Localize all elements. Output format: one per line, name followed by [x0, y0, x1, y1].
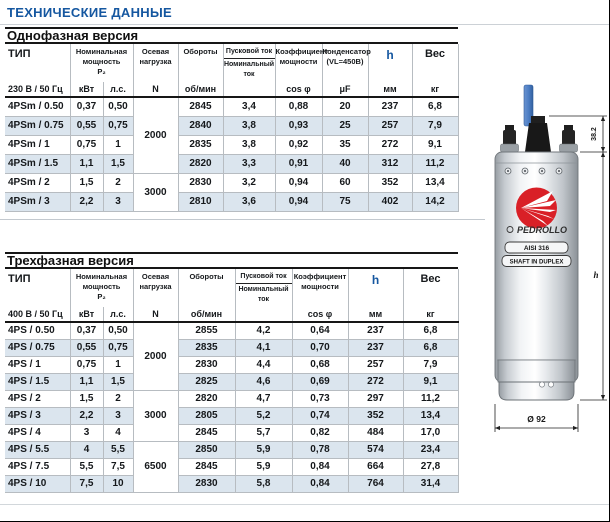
- cell-type: 4PSm / 3: [5, 192, 70, 211]
- cell-kw: 3: [70, 424, 103, 441]
- cell-hp: 3: [103, 192, 133, 211]
- table-row: [5, 458, 458, 475]
- cell-kw: 7,5: [70, 475, 103, 492]
- table-row: [5, 407, 458, 424]
- header-rpm: Обороты: [178, 44, 223, 82]
- cell-capacitor: 20: [322, 97, 368, 116]
- header-rpm: Обороты: [178, 269, 235, 307]
- cell-kw: 0,75: [70, 135, 103, 154]
- single-phase-table: [5, 44, 459, 212]
- cell-weight: 7,9: [403, 356, 458, 373]
- header-power-factor: Коэффициент мощности: [275, 44, 322, 82]
- cell-hp: 2: [103, 390, 133, 407]
- cell-hp: 0,75: [103, 116, 133, 135]
- cell-h: 272: [368, 135, 412, 154]
- unit-cos-phi: cos φ: [292, 307, 348, 322]
- cell-type: 4PS / 1.5: [5, 373, 70, 390]
- cell-h: 237: [348, 322, 403, 339]
- brand-text: PEDROLLO: [516, 225, 568, 235]
- cell-weight: 9,1: [403, 373, 458, 390]
- cell-current-ratio: 5,8: [235, 475, 292, 492]
- cell-hp: 1,5: [103, 373, 133, 390]
- cell-h: 237: [368, 97, 412, 116]
- unit-mm: мм: [368, 82, 412, 97]
- cell-axial-load: 3000: [133, 390, 178, 441]
- cell-weight: 11,2: [403, 390, 458, 407]
- cell-cos-phi: 0,84: [292, 475, 348, 492]
- cell-weight: 14,2: [412, 192, 458, 211]
- cell-capacitor: 25: [322, 116, 368, 135]
- cell-hp: 0,50: [103, 322, 133, 339]
- unit-rpm: об/мин: [178, 307, 235, 322]
- cell-cos-phi: 0,88: [275, 97, 322, 116]
- arrow-icon: [495, 426, 500, 430]
- header-h: h: [368, 44, 412, 82]
- table-row: [5, 390, 458, 407]
- cell-kw: 1,5: [70, 390, 103, 407]
- page-title: ТЕХНИЧЕСКИЕ ДАННЫЕ: [7, 5, 172, 20]
- cell-type: 4PS / 7.5: [5, 458, 70, 475]
- table-row: [5, 475, 458, 492]
- cell-hp: 5,5: [103, 441, 133, 458]
- cell-current-ratio: 4,6: [235, 373, 292, 390]
- header-power-factor: Коэффициент мощности: [292, 269, 348, 307]
- material-label: AISI 316: [523, 245, 550, 253]
- cell-rpm: 2845: [178, 97, 223, 116]
- header-axial-load: Осевая нагрузка: [133, 44, 178, 82]
- table-header: [5, 44, 458, 97]
- unit-rpm: об/мин: [178, 82, 223, 97]
- single-phase-section-title: Однофазная версия: [5, 27, 458, 44]
- three-phase-table: [5, 269, 459, 493]
- cell-h: 402: [368, 192, 412, 211]
- dim-height-label: h: [593, 270, 599, 280]
- cell-h: 272: [348, 373, 403, 390]
- cell-type: 4PS / 5.5: [5, 441, 70, 458]
- dim-top-lines: [549, 116, 607, 152]
- unit-current: [235, 307, 292, 322]
- cell-h: 257: [368, 116, 412, 135]
- cell-weight: 7,9: [412, 116, 458, 135]
- unit-hp: л.с.: [103, 307, 133, 322]
- table-row: [5, 322, 458, 339]
- cell-rpm: 2820: [178, 154, 223, 173]
- three-phase-section: [5, 252, 458, 493]
- cell-rpm: 2835: [178, 135, 223, 154]
- header-weight: Вес: [403, 269, 458, 307]
- unit-kg: кг: [412, 82, 458, 97]
- cell-type: 4PS / 10: [5, 475, 70, 492]
- unit-kw: кВт: [70, 307, 103, 322]
- cell-h: 297: [348, 390, 403, 407]
- cell-current-ratio: 5,2: [235, 407, 292, 424]
- cell-cos-phi: 0,73: [292, 390, 348, 407]
- cell-current-ratio: 3,6: [223, 192, 275, 211]
- cell-rpm: 2830: [178, 356, 235, 373]
- table-row: [5, 173, 458, 192]
- cell-kw: 5,5: [70, 458, 103, 475]
- cell-rpm: 2830: [178, 475, 235, 492]
- cell-kw: 0,37: [70, 97, 103, 116]
- table-row: [5, 356, 458, 373]
- cell-h: 352: [368, 173, 412, 192]
- unit-cos-phi: cos φ: [275, 82, 322, 97]
- cell-current-ratio: 5,7: [235, 424, 292, 441]
- cell-kw: 0,55: [70, 339, 103, 356]
- cell-kw: 1,1: [70, 154, 103, 173]
- cell-current-ratio: 5,9: [235, 458, 292, 475]
- header-type: ТИП: [5, 44, 70, 82]
- cell-h: 237: [348, 339, 403, 356]
- cell-hp: 7,5: [103, 458, 133, 475]
- cell-cos-phi: 0,68: [292, 356, 348, 373]
- cell-weight: 23,4: [403, 441, 458, 458]
- shaft-label: SHAFT IN DUPLEX: [509, 259, 564, 266]
- table-row: [5, 424, 458, 441]
- cell-kw: 0,37: [70, 322, 103, 339]
- cell-h: 574: [348, 441, 403, 458]
- unit-kg: кг: [403, 307, 458, 322]
- cell-capacitor: 40: [322, 154, 368, 173]
- cell-type: 4PS / 1: [5, 356, 70, 373]
- cell-cos-phi: 0,64: [292, 322, 348, 339]
- dim-diameter-value: Ø 92: [527, 414, 546, 424]
- arrow-icon: [601, 152, 605, 157]
- table-row: [5, 373, 458, 390]
- header-starting-current: $\frac{\text{Пусковой ток}}{\text{Номинальный ток}}$: [235, 269, 292, 307]
- cell-rpm: 2805: [178, 407, 235, 424]
- cell-weight: 13,4: [412, 173, 458, 192]
- arrow-icon: [601, 395, 605, 400]
- cell-weight: 11,2: [412, 154, 458, 173]
- motor-bottom: [497, 360, 576, 400]
- cell-h: 257: [348, 356, 403, 373]
- cell-h: 352: [348, 407, 403, 424]
- header-nominal-power: Номинальная мощность P₂: [70, 44, 133, 82]
- cell-cos-phi: 0,94: [275, 192, 322, 211]
- cell-current-ratio: 4,2: [235, 322, 292, 339]
- cell-current-ratio: 4,4: [235, 356, 292, 373]
- cell-h: 664: [348, 458, 403, 475]
- cell-current-ratio: 3,4: [223, 97, 275, 116]
- cell-current-ratio: 5,9: [235, 441, 292, 458]
- cell-cos-phi: 0,84: [292, 458, 348, 475]
- cell-axial-load: 3000: [133, 173, 178, 211]
- unit-mm: мм: [348, 307, 403, 322]
- cell-kw: 0,55: [70, 116, 103, 135]
- header-voltage: 230 В / 50 Гц: [5, 82, 70, 97]
- dim-top-value: 38.2: [591, 127, 598, 141]
- cell-weight: 6,8: [412, 97, 458, 116]
- cell-h: 312: [368, 154, 412, 173]
- cell-rpm: 2820: [178, 390, 235, 407]
- cell-rpm: 2855: [178, 322, 235, 339]
- pedrollo-logo-icon: [516, 188, 557, 229]
- cell-cos-phi: 0,74: [292, 407, 348, 424]
- header-h: h: [348, 269, 403, 307]
- table-row: [5, 339, 458, 356]
- cell-current-ratio: 4,7: [235, 390, 292, 407]
- cell-type: 4PS / 3: [5, 407, 70, 424]
- header-type: ТИП: [5, 269, 70, 307]
- cell-hp: 3: [103, 407, 133, 424]
- motor-body: [495, 152, 578, 382]
- cell-rpm: 2810: [178, 192, 223, 211]
- table-row: [5, 154, 458, 173]
- cell-rpm: 2845: [178, 424, 235, 441]
- cell-hp: 0,50: [103, 97, 133, 116]
- arrow-icon: [601, 116, 605, 121]
- cell-weight: 9,1: [412, 135, 458, 154]
- cell-kw: 1,1: [70, 373, 103, 390]
- cell-kw: 2,2: [70, 407, 103, 424]
- unit-axial: N: [133, 307, 178, 322]
- header-voltage: 400 В / 50 Гц: [5, 307, 70, 322]
- arrow-icon: [601, 147, 605, 152]
- cell-current-ratio: 3,3: [223, 154, 275, 173]
- cell-axial-load: 2000: [133, 97, 178, 173]
- cell-type: 4PS / 0.50: [5, 322, 70, 339]
- cell-current-ratio: 3,2: [223, 173, 275, 192]
- cell-kw: 2,2: [70, 192, 103, 211]
- cell-weight: 6,8: [403, 339, 458, 356]
- cell-cos-phi: 0,94: [275, 173, 322, 192]
- cell-rpm: 2825: [178, 373, 235, 390]
- table-body: [5, 322, 458, 492]
- header-capacitor: Конденсатор (VL=450В): [322, 44, 368, 82]
- table-row: [5, 135, 458, 154]
- unit-hp: л.с.: [103, 82, 133, 97]
- cell-hp: 0,75: [103, 339, 133, 356]
- cell-rpm: 2835: [178, 339, 235, 356]
- cell-rpm: 2830: [178, 173, 223, 192]
- arrow-icon: [573, 426, 578, 430]
- cell-weight: 6,8: [403, 322, 458, 339]
- unit-current: [223, 82, 275, 97]
- cell-weight: 31,4: [403, 475, 458, 492]
- cell-weight: 13,4: [403, 407, 458, 424]
- cell-type: 4PS / 4: [5, 424, 70, 441]
- cell-hp: 1,5: [103, 154, 133, 173]
- cell-cos-phi: 0,93: [275, 116, 322, 135]
- table-row: [5, 97, 458, 116]
- cell-h: 764: [348, 475, 403, 492]
- cell-hp: 10: [103, 475, 133, 492]
- cell-type: 4PS / 0.75: [5, 339, 70, 356]
- cell-cos-phi: 0,82: [292, 424, 348, 441]
- header-starting-current: $\frac{\text{Пусковой ток}}{\text{Номинальный ток}}$: [223, 44, 275, 82]
- bottom-divider: [0, 504, 610, 505]
- unit-axial: N: [133, 82, 178, 97]
- title-divider: [0, 24, 610, 25]
- cell-capacitor: 60: [322, 173, 368, 192]
- table-row: [5, 192, 458, 211]
- table-row: [5, 116, 458, 135]
- table-header: [5, 269, 458, 322]
- cell-current-ratio: 4,1: [235, 339, 292, 356]
- header-nominal-power: Номинальная мощность P₂: [70, 269, 133, 307]
- cell-cos-phi: 0,91: [275, 154, 322, 173]
- cell-capacitor: 35: [322, 135, 368, 154]
- cell-hp: 4: [103, 424, 133, 441]
- unit-kw: кВт: [70, 82, 103, 97]
- table-row: [5, 441, 458, 458]
- cell-cos-phi: 0,70: [292, 339, 348, 356]
- cell-cos-phi: 0,78: [292, 441, 348, 458]
- cell-current-ratio: 3,8: [223, 116, 275, 135]
- cell-hp: 2: [103, 173, 133, 192]
- cell-hp: 1: [103, 135, 133, 154]
- cell-current-ratio: 3,8: [223, 135, 275, 154]
- unit-capacitor: μF: [322, 82, 368, 97]
- cell-capacitor: 75: [322, 192, 368, 211]
- cell-type: 4PSm / 2: [5, 173, 70, 192]
- cell-h: 484: [348, 424, 403, 441]
- cell-axial-load: 2000: [133, 322, 178, 390]
- cell-cos-phi: 0,69: [292, 373, 348, 390]
- pump-figure: [485, 80, 610, 500]
- cell-type: 4PSm / 0.75: [5, 116, 70, 135]
- three-phase-section-title: Трехфазная версия: [5, 252, 458, 269]
- cell-type: 4PSm / 1.5: [5, 154, 70, 173]
- cell-axial-load: 6500: [133, 441, 178, 492]
- cell-kw: 1,5: [70, 173, 103, 192]
- cell-weight: 17,0: [403, 424, 458, 441]
- cell-type: 4PSm / 1: [5, 135, 70, 154]
- cell-weight: 27,8: [403, 458, 458, 475]
- cell-kw: 4: [70, 441, 103, 458]
- table-body: [5, 97, 458, 211]
- cell-cos-phi: 0,92: [275, 135, 322, 154]
- cell-rpm: 2850: [178, 441, 235, 458]
- cell-rpm: 2840: [178, 116, 223, 135]
- motor-top-cap: [501, 116, 578, 152]
- cell-type: 4PS / 2: [5, 390, 70, 407]
- cell-type: 4PSm / 0.50: [5, 97, 70, 116]
- cell-rpm: 2845: [178, 458, 235, 475]
- header-axial-load: Осевая нагрузка: [133, 269, 178, 307]
- cell-kw: 0,75: [70, 356, 103, 373]
- cell-hp: 1: [103, 356, 133, 373]
- single-phase-section: [5, 27, 458, 212]
- header-weight: Вес: [412, 44, 458, 82]
